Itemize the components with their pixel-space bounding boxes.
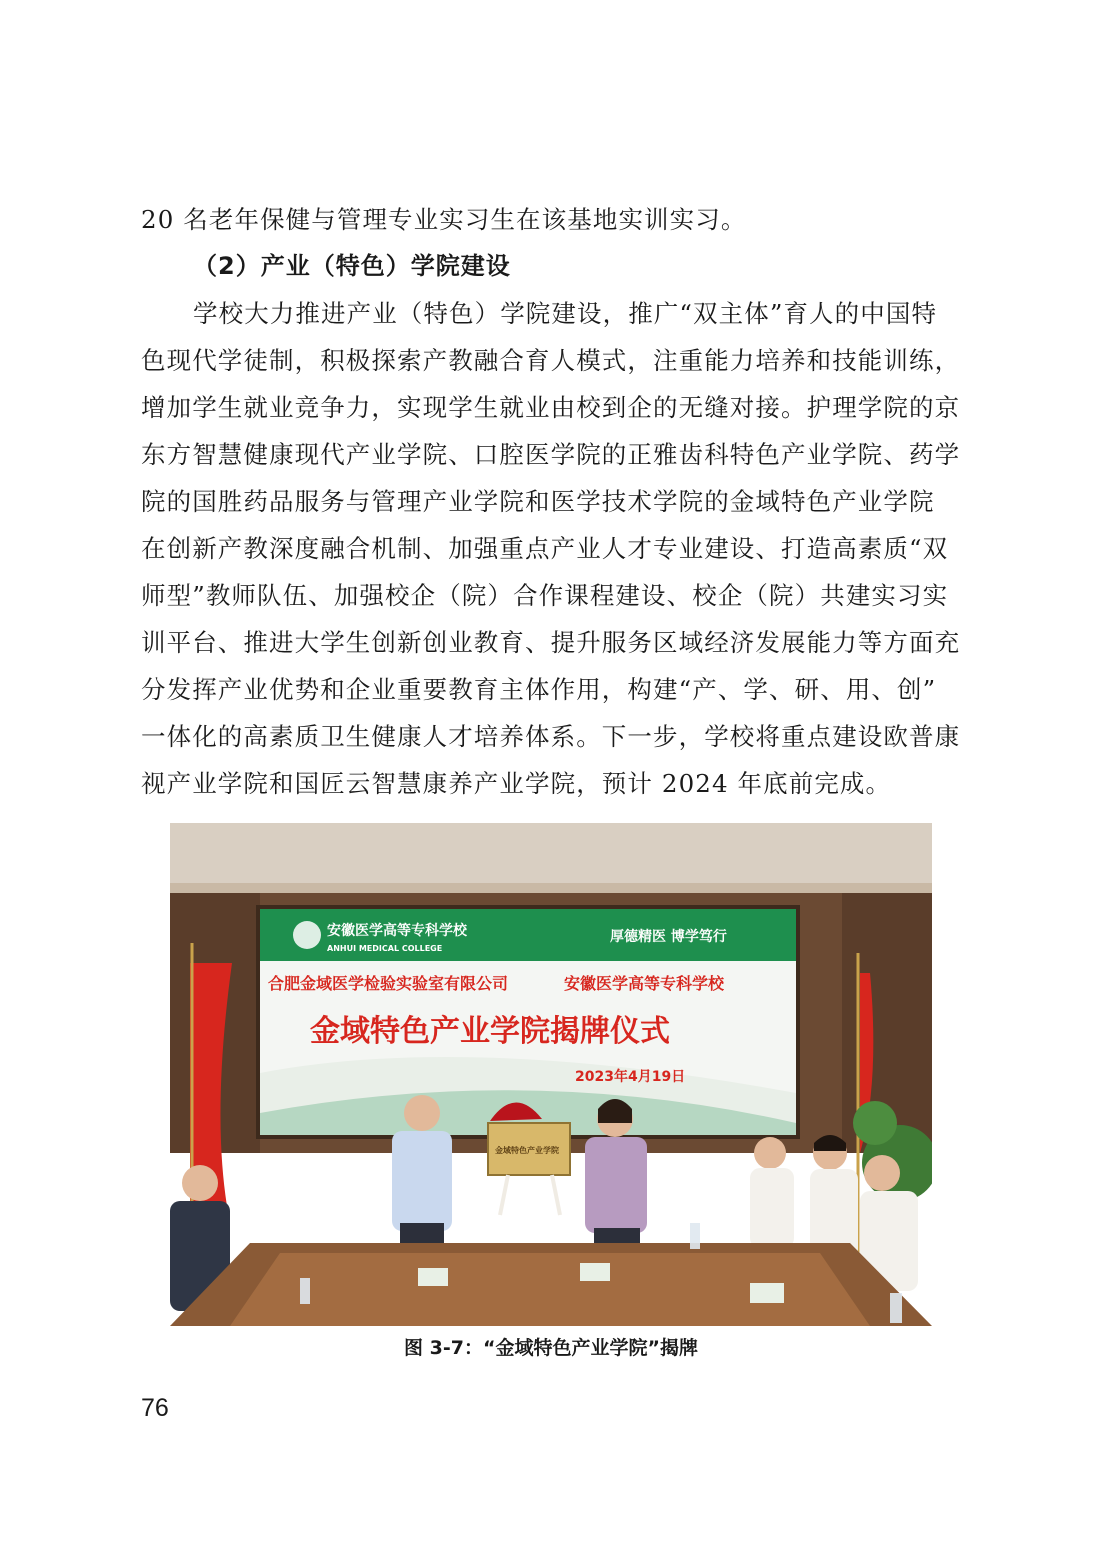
plaque-text: 金域特色产业学院 bbox=[495, 1146, 559, 1155]
paragraph-line: 院的国胜药品服务与管理产业学院和医学技术学院的金域特色产业学院 bbox=[141, 487, 935, 516]
page-number: 76 bbox=[141, 1394, 169, 1422]
org-right: 安徽医学高等专科学校 bbox=[564, 974, 725, 993]
motto: 厚德精医 博学笃行 bbox=[610, 929, 727, 945]
paragraph-line: 师型”教师队伍、加强校企（院）合作课程建设、校企（院）共建实习实 bbox=[141, 581, 949, 610]
ceremony-photo bbox=[170, 823, 932, 1326]
paragraph-line: 分发挥产业优势和企业重要教育主体作用，构建“产、学、研、用、创” bbox=[141, 675, 937, 704]
paragraph-line: 色现代学徒制，积极探索产教融合育人模式，注重能力培养和技能训练， bbox=[141, 346, 961, 375]
section-heading: （2）产业（特色）学院建设 bbox=[193, 252, 511, 280]
paragraph-line: 一体化的高素质卫生健康人才培养体系。下一步，学校将重点建设欧普康 bbox=[141, 722, 961, 751]
ceremony-title: 金域特色产业学院揭牌仪式 bbox=[310, 1014, 670, 1049]
logo-subtext: ANHUI MEDICAL COLLEGE bbox=[327, 944, 443, 953]
figure-caption: 图 3-7：“金域特色产业学院”揭牌 bbox=[404, 1337, 698, 1359]
paragraph-line: 20 名老年保健与管理专业实习生在该基地实训实习。 bbox=[141, 205, 747, 234]
ceremony-date: 2023年4月19日 bbox=[575, 1069, 686, 1085]
paragraph-line: 增加学生就业竞争力，实现学生就业由校到企的无缝对接。护理学院的京 bbox=[141, 393, 961, 422]
body-text bbox=[141, 196, 961, 807]
paragraph-line: 学校大力推进产业（特色）学院建设，推广“双主体”育人的中国特 bbox=[193, 299, 938, 328]
paragraph-line: 在创新产教深度融合机制、加强重点产业人才专业建设、打造高素质“双 bbox=[141, 534, 949, 563]
paragraph-line: 东方智慧健康现代产业学院、口腔医学院的正雅齿科特色产业学院、药学 bbox=[141, 440, 961, 469]
paragraph-line: 训平台、推进大学生创新创业教育、提升服务区域经济发展能力等方面充 bbox=[141, 628, 961, 657]
logo-text: 安徽医学高等专科学校 bbox=[327, 923, 467, 939]
paragraph-line: 视产业学院和国匠云智慧康养产业学院，预计 2024 年底前完成。 bbox=[141, 769, 892, 798]
org-left: 合肥金域医学检验实验室有限公司 bbox=[268, 974, 509, 993]
